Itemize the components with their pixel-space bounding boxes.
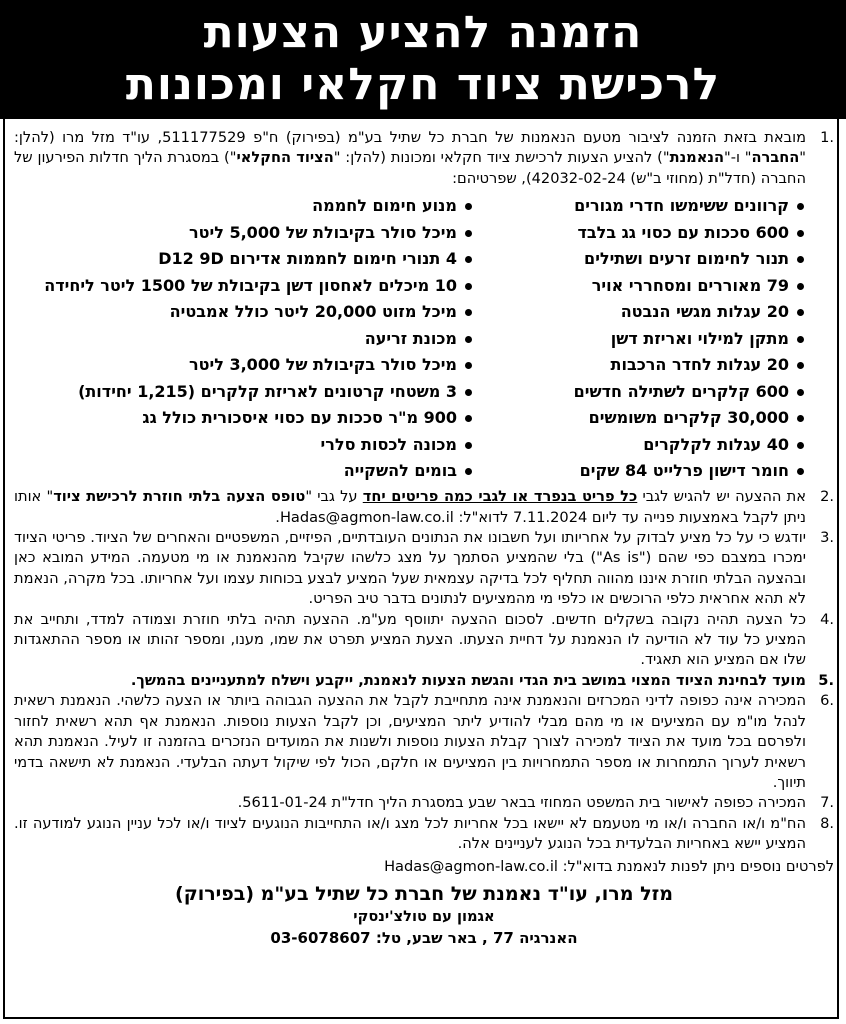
list-item <box>32 220 472 247</box>
term-company: החברה <box>751 149 800 167</box>
email-link[interactable]: Hadas@agmon-law.co.il <box>279 508 454 526</box>
bullet-icon <box>797 230 804 237</box>
list-item-label: 600 סככות עם כסוי גג בלבד <box>577 222 789 242</box>
bullet-icon <box>465 309 472 316</box>
list-item-label: מתקן למילוי ואריזת דשן <box>610 328 789 348</box>
bullet-icon <box>797 468 804 475</box>
list-item-label: 900 מ"ר סככות עם כסוי איסכורית כולל גג <box>142 408 457 428</box>
list-item-label: מכונה לכסות סלרי <box>320 434 457 454</box>
section-2 <box>14 487 834 528</box>
section-text: " אותו ניתן לקבל באמצעות פנייה עד ליום 7.11.2024 לדוא"ל: <box>14 488 806 526</box>
bullet-icon <box>465 362 472 369</box>
list-item-label: 3 משטחי קרטונים לאריזת קלקרים (1,215 יחידות) <box>78 381 457 401</box>
emphasis-text: כל פריט בנפרד או לגבי כמה פריטים יחד <box>362 488 638 506</box>
section-number: 6. <box>820 692 834 710</box>
bullet-icon <box>797 415 804 422</box>
list-item-label: 10 מיכלים לאחסון דשן בקיבולת של 1500 ליטר ליחידה <box>44 275 457 295</box>
bullet-icon <box>465 336 472 343</box>
list-item <box>504 405 804 432</box>
bullet-icon <box>797 203 804 210</box>
section-text: " ו-" <box>724 149 752 167</box>
ad-title-line2: לרכישת ציוד חקלאי ומכונות <box>125 59 721 110</box>
bullet-icon <box>797 362 804 369</box>
section-text: הח"מ ו/או החברה ו/או מי מטעמם לא יישאו בכל אחריות לכל מצג ו/או התחייבות הנוגעים לציוד ו/או לכל עניין הנוגע למודעה זו. המציע יישא באחריות הבלעדית בכל הנוגע לעניינים אלה. <box>14 814 806 853</box>
bullet-icon <box>797 283 804 290</box>
list-item <box>504 458 804 485</box>
section-number: 3. <box>820 529 834 547</box>
list-item <box>504 299 804 326</box>
term-trustee: הנאמנת <box>669 149 724 167</box>
list-item <box>504 326 804 353</box>
bullet-icon <box>797 389 804 396</box>
section-text: מועד לבחינת הציוד המצוי במושב בית הגדי והגשת הצעות לנאמנת, ייקבע וישלח למתעניינים בהמשך. <box>130 671 806 689</box>
section-1 <box>14 128 834 189</box>
section-number: 8. <box>820 814 834 832</box>
list-item <box>504 193 804 220</box>
bullet-icon <box>465 415 472 422</box>
form-name: טופס הצעה בלתי חוזרת לרכישת ציוד <box>53 488 306 506</box>
section-8 <box>14 814 834 855</box>
list-item <box>504 273 804 300</box>
section-number: 5. <box>818 671 834 689</box>
equipment-list-left <box>32 193 472 485</box>
section-text: המכירה כפופה לאישור בית המשפט המחוזי בבאר שבע במסגרת הליך חדל"ת 5611-01-24. <box>237 794 806 812</box>
list-item-label: 600 קלקרים לשתילה חדשים <box>573 381 789 401</box>
list-item <box>504 352 804 379</box>
ad-header <box>0 0 846 119</box>
signature-address: האנרגיה 77 , באר שבע, טל: 03-6078607 <box>270 928 578 947</box>
list-item-label: מיכל סולר בקיבולת של 5,000 ליטר <box>189 222 457 242</box>
list-item-label: 30,000 קלקרים משומשים <box>588 408 789 428</box>
section-text: כל הצעה תהיה נקובה בשקלים חדשים. לסכום ההצעה יתווסף מע"מ. ההצעה תהיה בלתי חוזרת וצמודה למדד, ותחייב את המציע כל עוד לא הודיעה לו הנאמנת על דחיית הצעתו. הצעת המציע תפרט את שמו, מענו, ומספר זהותו או מספר ההתאגדות שלו אם המציע הוא תאגיד. <box>14 610 806 669</box>
list-item-label: קרוונים ששימשו חדרי מגורים <box>574 196 789 216</box>
list-item <box>32 432 472 459</box>
section-text: יודגש כי על כל מציע לבדוק על אחריותו ועל חשבונו את הנתונים העובדתיים, הפיזיים, המשפטיים והאחרים של הציוד. פריטי הציוד ימכרו במצבם כפי שהם ("As is") בלי שהמציע הסתמך על מצג כלשהו שקיבל מהנאמנת או מי מטעמה. המידע המובא כאן ובהצעה הבלתי חוזרת איננו מהווה תחליף לכל בדיקה עצמאית שעל המציע לבצע בכוחות עצמו ועל אחריותו. בכל מקרה, הנאמת לא תהא אחראית כלפי הרוכשים או כלפי מי מהמציעים לנתונים בדבר טיב הפריט. <box>14 529 806 608</box>
list-item <box>32 193 472 220</box>
list-item <box>504 220 804 247</box>
list-item <box>32 405 472 432</box>
bullet-icon <box>797 309 804 316</box>
list-item <box>504 246 804 273</box>
list-item-label: תנור לחימום זרעים ושתילים <box>584 249 789 269</box>
list-item <box>32 458 472 485</box>
section-number: 4. <box>820 610 834 628</box>
list-item-label: חומר דישון פרלייט 84 שקים <box>579 461 789 481</box>
section-3 <box>14 528 834 610</box>
list-item-label: 4 תנורי חימום לחממות אדירום D12 9D <box>158 249 457 269</box>
section-4 <box>14 610 834 671</box>
section-number: 2. <box>820 488 834 506</box>
section-number: 7. <box>820 794 834 812</box>
contact-text: לפרטים נוספים ניתן לפנות לנאמנת בדוא"ל: <box>557 857 834 875</box>
section-text: מובאת בזאת הזמנה לציבור מטעם הנאמנות של חברת כל שתיל בע"מ (בפירוק) ח"פ 511177529, עו"ד מזל מרו (להלן: " <box>14 129 806 167</box>
bullet-icon <box>465 468 472 475</box>
signature-block <box>14 881 834 949</box>
list-item-label: מכונת זריעה <box>364 328 457 348</box>
section-text: את ההצעה יש להגיש לגבי <box>637 488 807 506</box>
list-item <box>32 273 472 300</box>
list-item <box>32 352 472 379</box>
section-text: ") במסגרת הליך חדלות הפירעון של החברה (חדל"ת (מחוזי ב"ש) 42032-02-24), שפרטיהם: <box>14 149 806 187</box>
list-item-label: 40 עגלות לקלקרים <box>643 434 789 454</box>
list-item-label: מנוע חימום לחממה <box>312 196 457 216</box>
section-text: ") להציע הצעות לרכישת ציוד חקלאי ומכונות (להלן: " <box>333 149 670 167</box>
ad-title-line1: הזמנה להציע הצעות <box>203 7 643 58</box>
bullet-icon <box>797 256 804 263</box>
bullet-icon <box>465 230 472 237</box>
section-5 <box>14 671 834 691</box>
ad-body <box>14 128 834 949</box>
list-item-label: 79 מאוררים ומסחררי אויר <box>591 275 789 295</box>
contact-line <box>14 857 834 877</box>
bullet-icon <box>797 442 804 449</box>
bullet-icon <box>465 256 472 263</box>
bullet-icon <box>465 389 472 396</box>
bullet-icon <box>465 283 472 290</box>
signature-name: מזל מרו, עו"ד נאמנת של חברת כל שתיל בע"מ (בפירוק) <box>175 882 673 905</box>
section-6 <box>14 691 834 793</box>
signature-firm: אגמון עם טולצ'ינסקי <box>353 907 495 925</box>
section-text: המכירה אינה כפופה לדיני המכרזים והנאמנת אינה מתחייבת לקבל את ההצעה הגבוהה ביותר או הצעה כלשהי. הנאמנת רשאית לנהל מו"מ עם המציעים או מי מהם מבלי להודיע ליתר המציעים, וכן לקבל הצעות נוספות. הנאמנת אף תהא רשאית לחזור ולפרסם בכל מועד את הציוד למכירה לצורך קבלת הצעות נוספות ולשנות את המועדים הנזכרים בהזמנה זו לעיל. הנאמנת תהא רשאית לערוך התמחרות או מספר התמחרויות בין המציעים או חלקם, הכול לפי שיקול דעתה הבלעדי. הנאמנת לא תישאה בדמי תיווך. <box>14 692 806 791</box>
list-item <box>504 379 804 406</box>
list-item <box>32 379 472 406</box>
term-equipment: הציוד החקלאי <box>236 149 334 167</box>
list-item <box>32 299 472 326</box>
list-item-label: 20 עגלות מגשי הנבטה <box>620 302 789 322</box>
list-item-label: בומים להשקייה <box>343 461 457 481</box>
section-7 <box>14 793 834 813</box>
section-text: . <box>275 508 280 526</box>
list-item-label: מיכל סולר בקיבולת של 3,000 ליטר <box>189 355 457 375</box>
list-item <box>32 326 472 353</box>
bullet-icon <box>465 203 472 210</box>
bullet-icon <box>465 442 472 449</box>
equipment-list-right <box>504 193 804 485</box>
list-item <box>32 246 472 273</box>
bullet-icon <box>797 336 804 343</box>
equipment-lists <box>14 193 834 485</box>
list-item <box>504 432 804 459</box>
section-text: על גבי " <box>305 488 363 506</box>
contact-email-link[interactable]: Hadas@agmon-law.co.il <box>384 857 558 875</box>
section-number: 1. <box>820 129 834 146</box>
list-item-label: מיכל מזוט 20,000 ליטר כולל אמבטיה <box>169 302 457 322</box>
list-item-label: 20 עגלות לחדר הרכבות <box>610 355 789 375</box>
